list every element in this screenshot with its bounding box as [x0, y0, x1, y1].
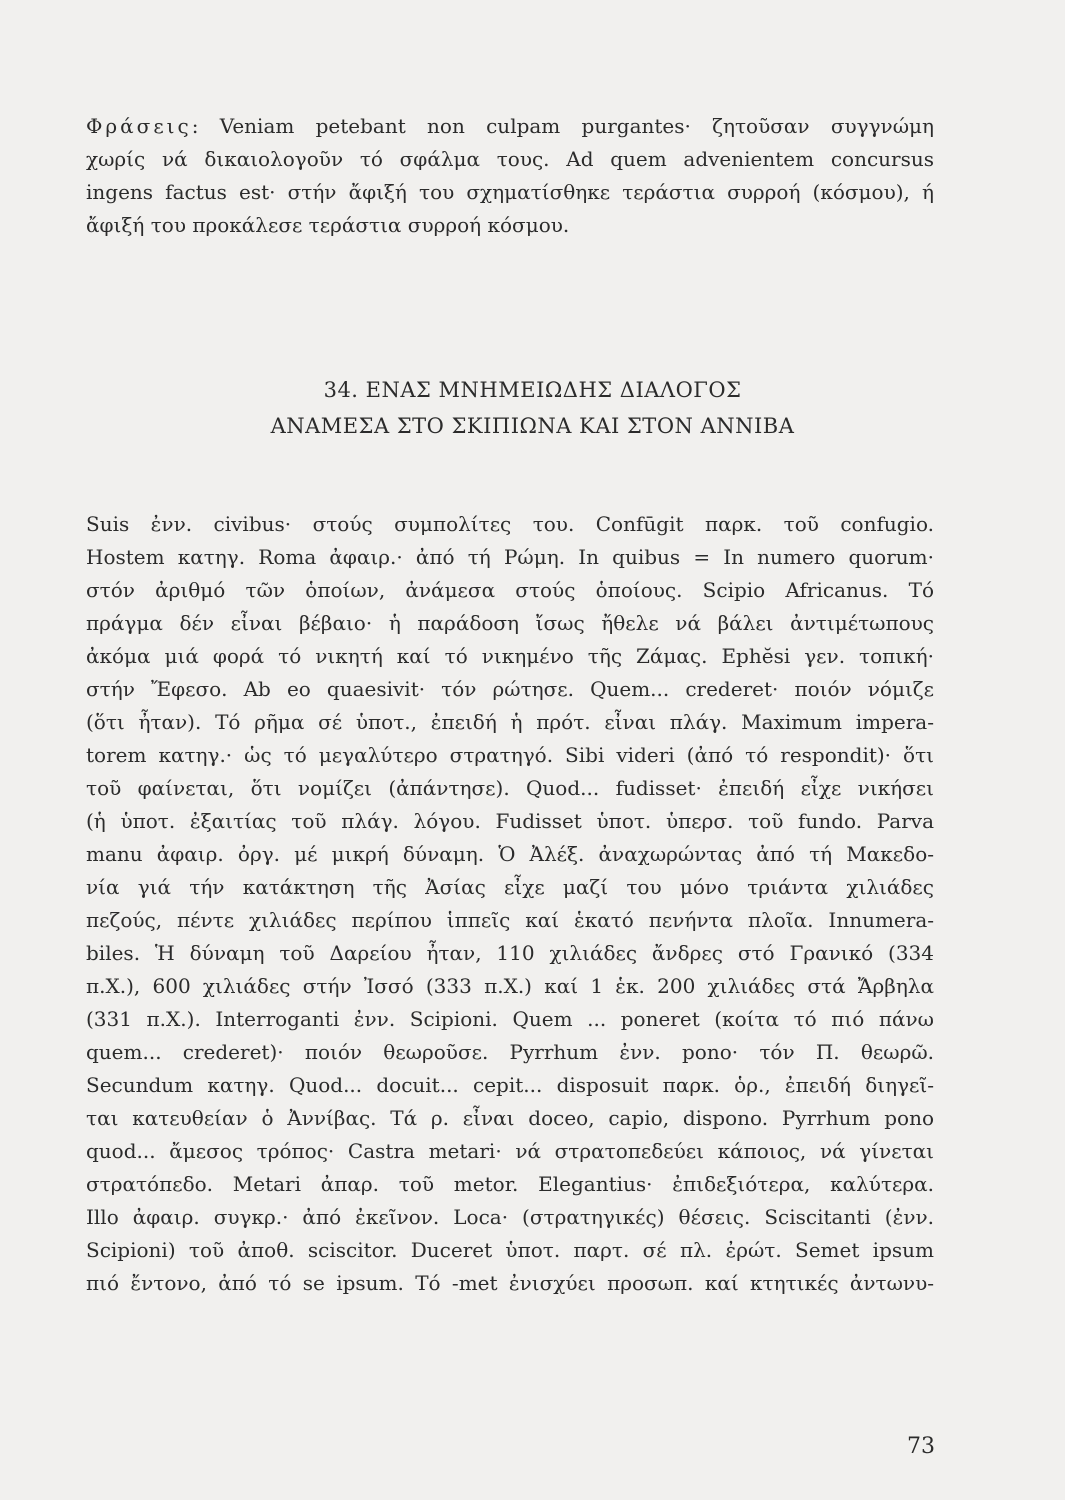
body-line: quod... ἄμεσος τρόπος· Castra metari· νά στρατοπεδεύει κάποιος, νά γίνεται	[86, 1139, 934, 1163]
body-line: πιό ἔντονο, ἀπό τό se ipsum. Τό -met ἐνισχύει προσωπ. καί κτητικές ἀντωνυ-	[86, 1271, 934, 1295]
intro-line: ingens factus est· στήν ἄφιξή του σχηματίσθηκε τεράστια συρροή (κόσμου), ή	[86, 180, 934, 204]
phrases-label: Φράσεις	[86, 114, 192, 138]
body-line: Suis ἐνν. civibus· στούς συμπολίτες του. Confūgit παρκ. τοῦ confugio.	[86, 512, 934, 536]
heading-line-1: 34. ΕΝΑΣ ΜΝΗΜΕΙΩΔΗΣ ΔΙΑΛΟΓΟΣ	[323, 378, 742, 402]
page-number: 73	[907, 1434, 935, 1459]
body-line: (331 π.Χ.). Interroganti ἐνν. Scipioni. Quem ... poneret (κοίτα τό πιό πάνω	[86, 1007, 934, 1031]
body-line: π.Χ.), 600 χιλιάδες στήν Ἰσσό (333 π.Χ.) καί 1 ἑκ. 200 χιλιάδες στά Ἄρβηλα	[86, 974, 934, 998]
section-heading	[0, 372, 1065, 444]
body-line: ται κατευθείαν ὁ Ἀννίβας. Τά ρ. εἶναι doceo, capio, dispono. Pyrrhum pono	[86, 1106, 934, 1130]
body-line: quem... crederet)· ποιόν θεωροῦσε. Pyrrhum ἐνν. pono· τόν Π. θεωρῶ.	[86, 1040, 934, 1064]
phrases-paragraph	[86, 110, 934, 242]
body-line: manu ἀφαιρ. ὀργ. μέ μικρή δύναμη. Ὁ Ἀλέξ. ἀναχωρώντας ἀπό τή Μακεδο-	[86, 842, 934, 866]
intro-line: ἄφιξή του προκάλεσε τεράστια συρροή κόσμου.	[86, 213, 570, 237]
body-line: πράγμα δέν εἶναι βέβαιο· ἡ παράδοση ἴσως ἤθελε νά βάλει ἀντιμέτωπους	[86, 611, 934, 635]
commentary-paragraph	[86, 508, 934, 1300]
intro-line: χωρίς νά δικαιολογοῦν τό σφάλμα τους. Ad quem advenientem concursus	[86, 147, 934, 171]
body-line: (ἡ ὑποτ. ἐξαιτίας τοῦ πλάγ. λόγου. Fudisset ὑποτ. ὑπερσ. τοῦ fundo. Parva	[86, 809, 934, 833]
body-line: ἀκόμα μιά φορά τό νικητή καί τό νικημένο τῆς Ζάμας. Ephĕsi γεν. τοπική·	[86, 644, 934, 668]
body-line: Illo ἀφαιρ. συγκρ.· ἀπό ἐκεῖνον. Loca· (στρατηγικές) θέσεις. Sciscitanti (ἐνν.	[86, 1205, 934, 1229]
body-line: στρατόπεδο. Metari ἀπαρ. τοῦ metor. Elegantius· ἐπιδεξιότερα, καλύτερα.	[86, 1172, 934, 1196]
body-line: (ὅτι ἦταν). Τό ρῆμα σέ ὑποτ., ἐπειδή ἡ πρότ. εἶναι πλάγ. Maximum impera-	[86, 710, 934, 734]
intro-line: Φράσεις: Veniam petebant non culpam purgantes· ζητοῦσαν συγγνώμη	[86, 114, 934, 138]
body-line: στήν Ἔφεσο. Ab eo quaesivit· τόν ρώτησε. Quem... crederet· ποιόν νόμιζε	[86, 677, 934, 701]
body-line: πεζούς, πέντε χιλιάδες περίπου ἱππεῖς καί ἑκατό πενήντα πλοῖα. Innumera-	[86, 908, 934, 932]
heading-line-2: ΑΝΑΜΕΣΑ ΣΤΟ ΣΚΙΠΙΩΝΑ ΚΑΙ ΣΤΟΝ ΑΝΝΙΒΑ	[270, 414, 795, 438]
body-line: Secundum κατηγ. Quod... docuit... cepit... disposuit παρκ. ὁρ., ἐπειδή διηγεῖ-	[86, 1073, 934, 1097]
body-line: torem κατηγ.· ὡς τό μεγαλύτερο στρατηγό. Sibi videri (ἀπό τό respondit)· ὅτι	[86, 743, 934, 767]
body-line: τοῦ φαίνεται, ὅτι νομίζει (ἀπάντησε). Quod... fudisset· ἐπειδή εἶχε νικήσει	[86, 776, 934, 800]
body-line: Scipioni) τοῦ ἀποθ. sciscitor. Duceret ὑποτ. παρτ. σέ πλ. ἐρώτ. Semet ipsum	[86, 1238, 934, 1262]
body-line: Hostem κατηγ. Roma ἀφαιρ.· ἀπό τή Ρώμη. In quibus = In numero quorum·	[86, 545, 934, 569]
body-line: στόν ἀριθμό τῶν ὁποίων, ἀνάμεσα στούς ὁποίους. Scipio Africanus. Τό	[86, 578, 934, 602]
body-line: biles. Ἡ δύναμη τοῦ Δαρείου ἦταν, 110 χιλιάδες ἄνδρες στό Γρανικό (334	[86, 941, 934, 965]
body-line: νία γιά τήν κατάκτηση τῆς Ἀσίας εἶχε μαζί του μόνο τριάντα χιλιάδες	[86, 875, 934, 899]
